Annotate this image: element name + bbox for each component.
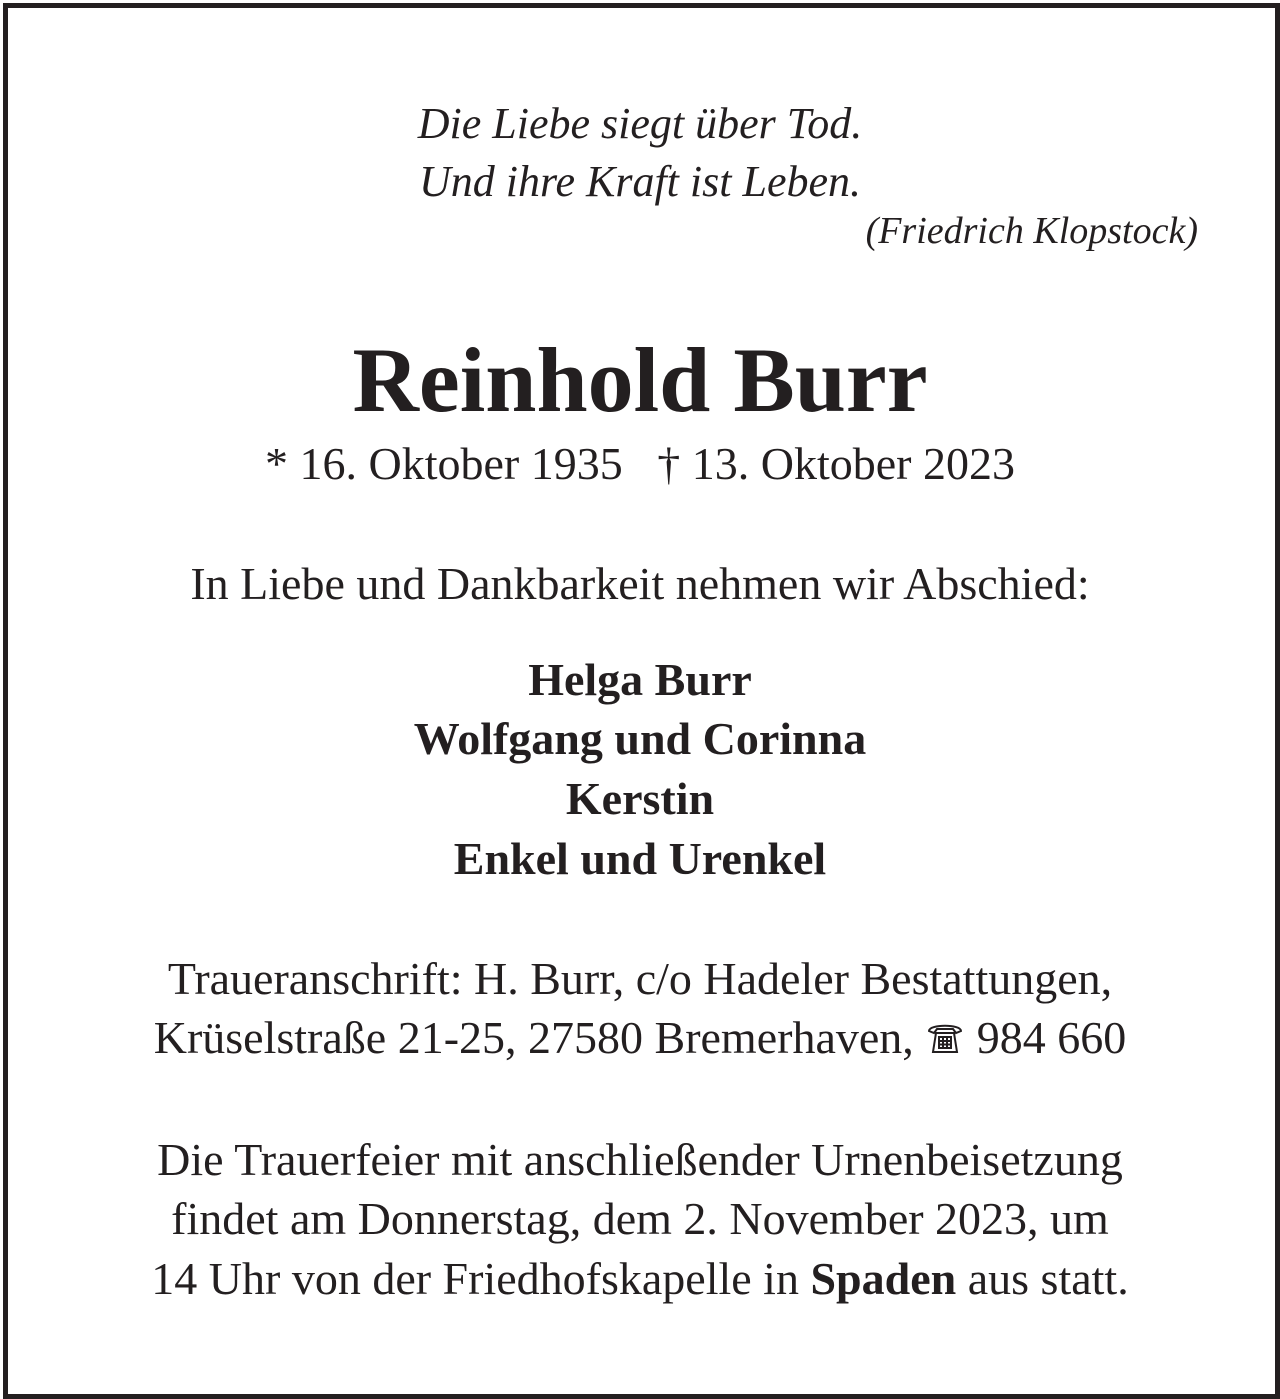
address-street: Krüselstraße 21-25, 27580 Bremerhaven, — [153, 1012, 914, 1063]
ceremony-line-2: findet am Donnerstag, dem 2. November 2023, um — [171, 1193, 1109, 1244]
ceremony-place: Spaden — [810, 1253, 957, 1304]
quote-line-2: Und ihre Kraft ist Leben. — [418, 157, 862, 206]
phone-number: 984 660 — [976, 1012, 1127, 1063]
ceremony-line-3-start: 14 Uhr von der Friedhofskapelle in — [151, 1253, 799, 1304]
telephone-icon — [925, 1015, 965, 1061]
address-line-1: Traueranschrift: H. Burr, c/o Hadeler Bestattungen, — [167, 953, 1113, 1004]
farewell-line: In Liebe und Dankbarkeit nehmen wir Abschied: — [190, 558, 1090, 609]
address-line-2 — [0, 1012, 1280, 1063]
ceremony-line-3 — [0, 1253, 1280, 1304]
quote-author: (Friedrich Klopstock) — [865, 210, 1198, 252]
quote-line-1: Die Liebe siegt über Tod. — [417, 99, 863, 148]
ceremony-line-1: Die Trauerfeier mit anschließender Urnenbeisetzung — [157, 1134, 1123, 1185]
mourner-4: Enkel und Urenkel — [453, 833, 827, 884]
mourner-2: Wolfgang und Corinna — [413, 713, 867, 764]
mourner-1: Helga Burr — [528, 654, 752, 705]
mourner-3: Kerstin — [565, 773, 715, 824]
ceremony-line-3-end: aus statt. — [967, 1253, 1129, 1304]
deceased-name: Reinhold Burr — [352, 329, 928, 431]
life-dates: * 16. Oktober 1935 † 13. Oktober 2023 — [265, 438, 1015, 489]
